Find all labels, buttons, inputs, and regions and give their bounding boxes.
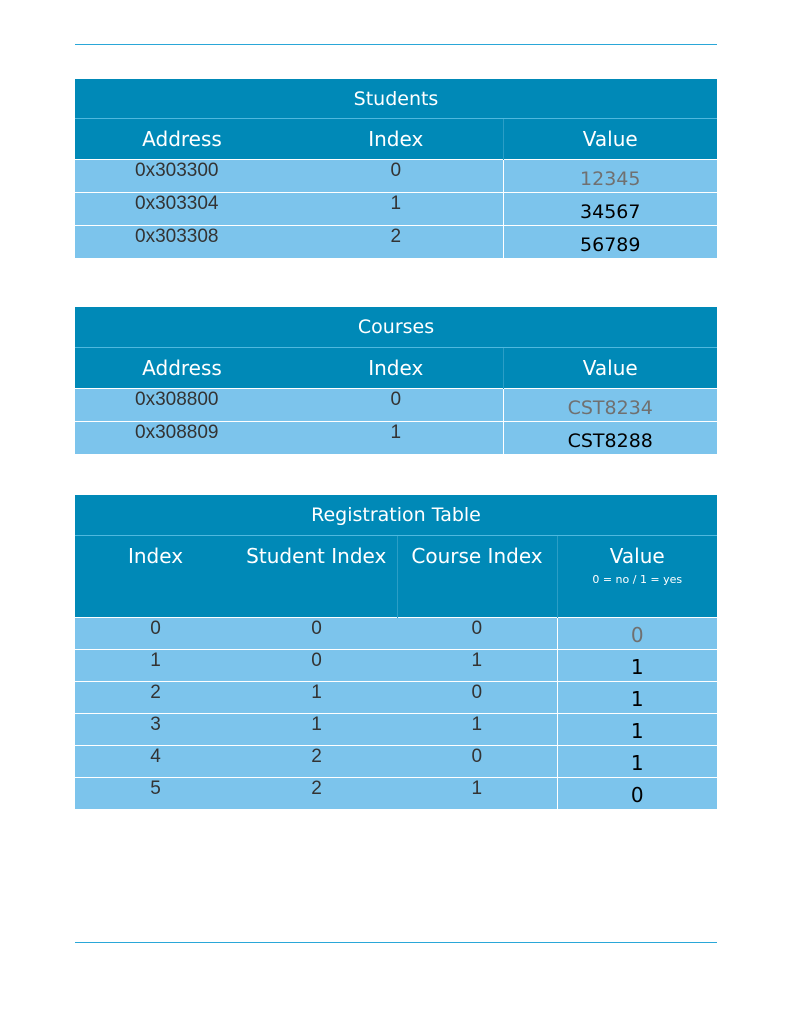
registration-header-value bbox=[557, 536, 717, 618]
students-header-address: Address bbox=[75, 119, 289, 160]
value-legend: 0 = no / 1 = yes bbox=[592, 573, 683, 586]
students-title: Students bbox=[75, 79, 717, 119]
table-row bbox=[75, 714, 717, 746]
registration-header-student-index: Student Index bbox=[236, 536, 397, 618]
courses-table bbox=[75, 307, 717, 454]
courses-header-address: Address bbox=[75, 348, 289, 389]
table-row bbox=[75, 682, 717, 714]
table-row bbox=[75, 650, 717, 682]
index-cell: 4 bbox=[75, 746, 236, 778]
registration-header-index: Index bbox=[75, 536, 236, 618]
registration-header-value-label: Value bbox=[609, 544, 665, 568]
student-index-cell: 0 bbox=[236, 650, 397, 682]
course-index-cell: 0 bbox=[397, 618, 557, 650]
students-header-index: Index bbox=[289, 119, 503, 160]
table-row bbox=[75, 160, 717, 193]
course-index-cell: 0 bbox=[397, 682, 557, 714]
value-cell: CST8288 bbox=[503, 422, 717, 455]
course-index-cell: 0 bbox=[397, 746, 557, 778]
student-index-cell: 2 bbox=[236, 746, 397, 778]
address-cell: 0x308809 bbox=[75, 422, 289, 455]
address-cell: 0x308800 bbox=[75, 389, 289, 422]
index-cell: 0 bbox=[289, 389, 503, 422]
course-index-cell: 1 bbox=[397, 714, 557, 746]
courses-header-value: Value bbox=[503, 348, 717, 389]
course-index-cell: 1 bbox=[397, 650, 557, 682]
bottom-rule bbox=[75, 942, 717, 943]
student-index-cell: 1 bbox=[236, 682, 397, 714]
registration-table bbox=[75, 495, 717, 809]
table-row bbox=[75, 193, 717, 226]
value-cell: 1 bbox=[557, 746, 717, 778]
index-cell: 0 bbox=[75, 618, 236, 650]
courses-header-index: Index bbox=[289, 348, 503, 389]
index-cell: 0 bbox=[289, 160, 503, 193]
table-row bbox=[75, 389, 717, 422]
course-index-cell: 1 bbox=[397, 778, 557, 810]
value-cell: 1 bbox=[557, 682, 717, 714]
table-row bbox=[75, 422, 717, 455]
student-index-cell: 1 bbox=[236, 714, 397, 746]
student-index-cell: 2 bbox=[236, 778, 397, 810]
value-cell: 0 bbox=[557, 618, 717, 650]
index-cell: 5 bbox=[75, 778, 236, 810]
index-cell: 2 bbox=[75, 682, 236, 714]
students-table bbox=[75, 79, 717, 258]
index-cell: 1 bbox=[289, 422, 503, 455]
index-cell: 3 bbox=[75, 714, 236, 746]
index-cell: 1 bbox=[289, 193, 503, 226]
value-cell: 12345 bbox=[503, 160, 717, 193]
value-cell: 1 bbox=[557, 714, 717, 746]
value-cell: 0 bbox=[557, 778, 717, 810]
table-row bbox=[75, 746, 717, 778]
table-row bbox=[75, 618, 717, 650]
address-cell: 0x303304 bbox=[75, 193, 289, 226]
index-cell: 2 bbox=[289, 226, 503, 259]
index-cell: 1 bbox=[75, 650, 236, 682]
students-header-value: Value bbox=[503, 119, 717, 160]
value-cell: 56789 bbox=[503, 226, 717, 259]
registration-header-course-index: Course Index bbox=[397, 536, 557, 618]
table-row bbox=[75, 778, 717, 810]
value-cell: 34567 bbox=[503, 193, 717, 226]
top-rule bbox=[75, 44, 717, 45]
student-index-cell: 0 bbox=[236, 618, 397, 650]
courses-title: Courses bbox=[75, 307, 717, 348]
value-cell: 1 bbox=[557, 650, 717, 682]
table-row bbox=[75, 226, 717, 259]
address-cell: 0x303308 bbox=[75, 226, 289, 259]
address-cell: 0x303300 bbox=[75, 160, 289, 193]
registration-title: Registration Table bbox=[75, 495, 717, 536]
value-cell: CST8234 bbox=[503, 389, 717, 422]
